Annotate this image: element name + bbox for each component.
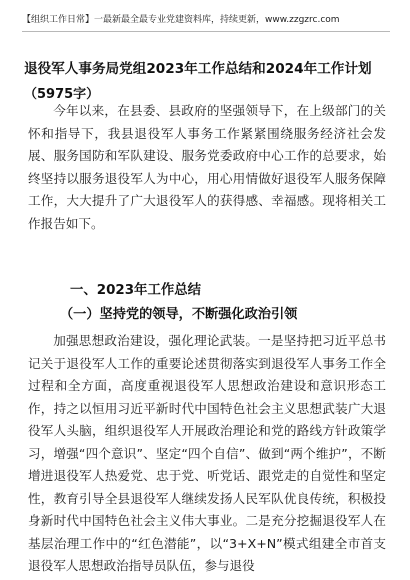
word-count: （5975字） bbox=[24, 87, 100, 102]
subsection-heading: （一）坚持党的领导，不断强化政治引领 bbox=[60, 307, 298, 322]
body-paragraph: 加强思想政治建设，强化理论武装。一是坚持把习近平总书记关于退役军人工作的重要论述贯彻落实到退役军人事务工作全过程和全方面，高度重视退役军人思想政治建设和意识形态工作，持之以恒用习近平新时代中国特色社会主义思想武装广大退役军人头脑，组织退役军人开展政治理论和党的路线方针政策学习，增强“四个意识”、坚定“四个自信”、做到“两个维护”，不断增进退役军人热爱党、忠于党、听党话、跟党走的自觉性和坚定性，教育引导全县退役军人继续发扬人民军队优良传统，积极投身新时代中国特色社会主义伟大事业。二是充分挖掘退役军人在基层治理工作中的“红色潜能”，以“3+X+N”模式组建全市首支退役军人思想政治指导员队伍，参与退役 bbox=[28, 333, 386, 573]
intro-paragraph: 今年以来，在县委、县政府的坚强领导下，在上级部门的关怀和指导下，我县退役军人事务工作紧紧围绕服务经济社会发展、服务国防和军队建设、服务党委政府中心工作的总要求，始终坚持以服务退役军人为中心，用心用情做好退役军人服务保障工作，大大提升了广大退役军人的获得感、幸福感。现将相关工作报告如下。 bbox=[28, 103, 386, 231]
page-header: 【组织工作日常】一最新最全最专业党建资料库，持续更新，www.zzgzrc.com bbox=[22, 15, 340, 25]
header-divider bbox=[22, 31, 390, 32]
section-heading: 一、2023年工作总结 bbox=[70, 283, 202, 298]
document-title: 退役军人事务局党组2023年工作总结和2024年工作计划 bbox=[24, 61, 372, 77]
